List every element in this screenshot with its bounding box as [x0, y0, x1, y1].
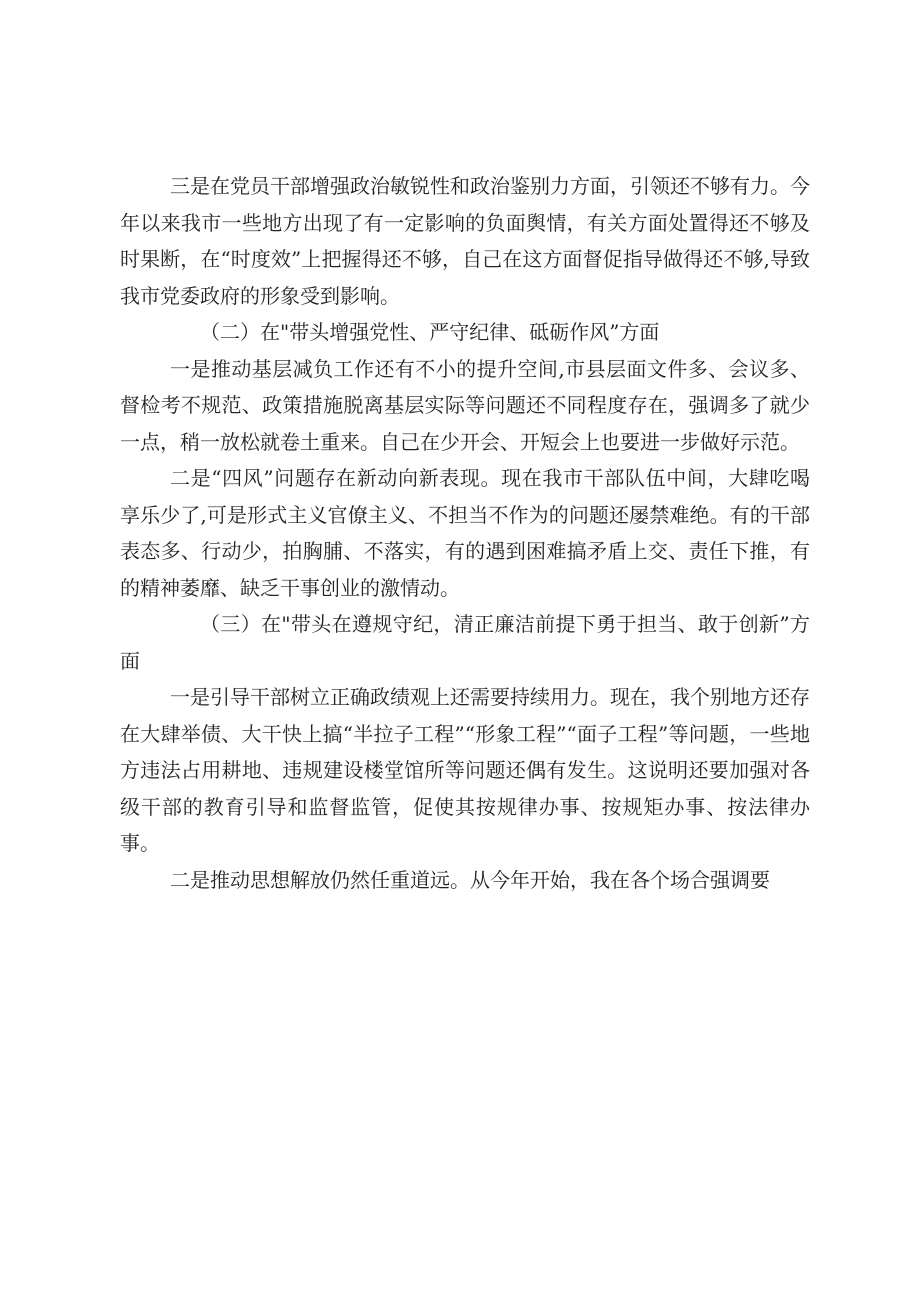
- section-heading-3: （三）在"带头在遵规守纪，清正廉洁前提下勇于担当、敢于创新”方面: [120, 612, 810, 673]
- paragraph-political-sensitivity: 三是在党员干部增强政治敏锐性和政治鉴别力方面，引领还不够有力。今年以来我市一些地方出现了有一定影响的负面舆情，有关方面处置得还不够及时果断，在“时度效”上把握得还不够，自己在这方面督促指导做得还不够,导致我市党委政府的形象受到影响。: [120, 174, 810, 308]
- section-heading-2: （二）在"带头增强党性、严守纪律、砥砺作风”方面: [200, 320, 660, 344]
- paragraph-four-winds: 二是“四风”问题存在新动向新表现。现在我市干部队伍中间，大肆吃喝享乐少了,可是形式主义官僚主义、不担当不作为的问题还屡禁难绝。有的干部表态多、行动少，拍胸脯、不落实，有的遇到困难搞矛盾上交、责任下推，有的精神萎靡、缺乏干事创业的激情动。: [120, 466, 810, 600]
- paragraph-emancipation: 二是推动思想解放仍然任重道远。从今年开始，我在各个场合强调要: [170, 867, 770, 892]
- document-body: [120, 168, 810, 898]
- paragraph-grassroots-burden: 一是推动基层减负工作还有不小的提升空间,市县层面文件多、会议多、督检考不规范、政策措施脱离基层实际等问题还不同程度存在，强调多了就少一点，稍一放松就卷土重来。自己在少开会、开短会上也要进一步做好示范。: [120, 356, 810, 454]
- paragraph-performance-view: 一是引导干部树立正确政绩观上还需要持续用力。现在，我个别地方还存在大肆举债、大干快上搞“半拉子工程”“形象工程”“面子工程”等问题，一些地方违法占用耕地、违规建设楼堂馆所等问题还偶有发生。这说明还要加强对各级干部的教育引导和监督监管，促使其按规律办事、按规矩办事、按法律办事。: [120, 685, 810, 855]
